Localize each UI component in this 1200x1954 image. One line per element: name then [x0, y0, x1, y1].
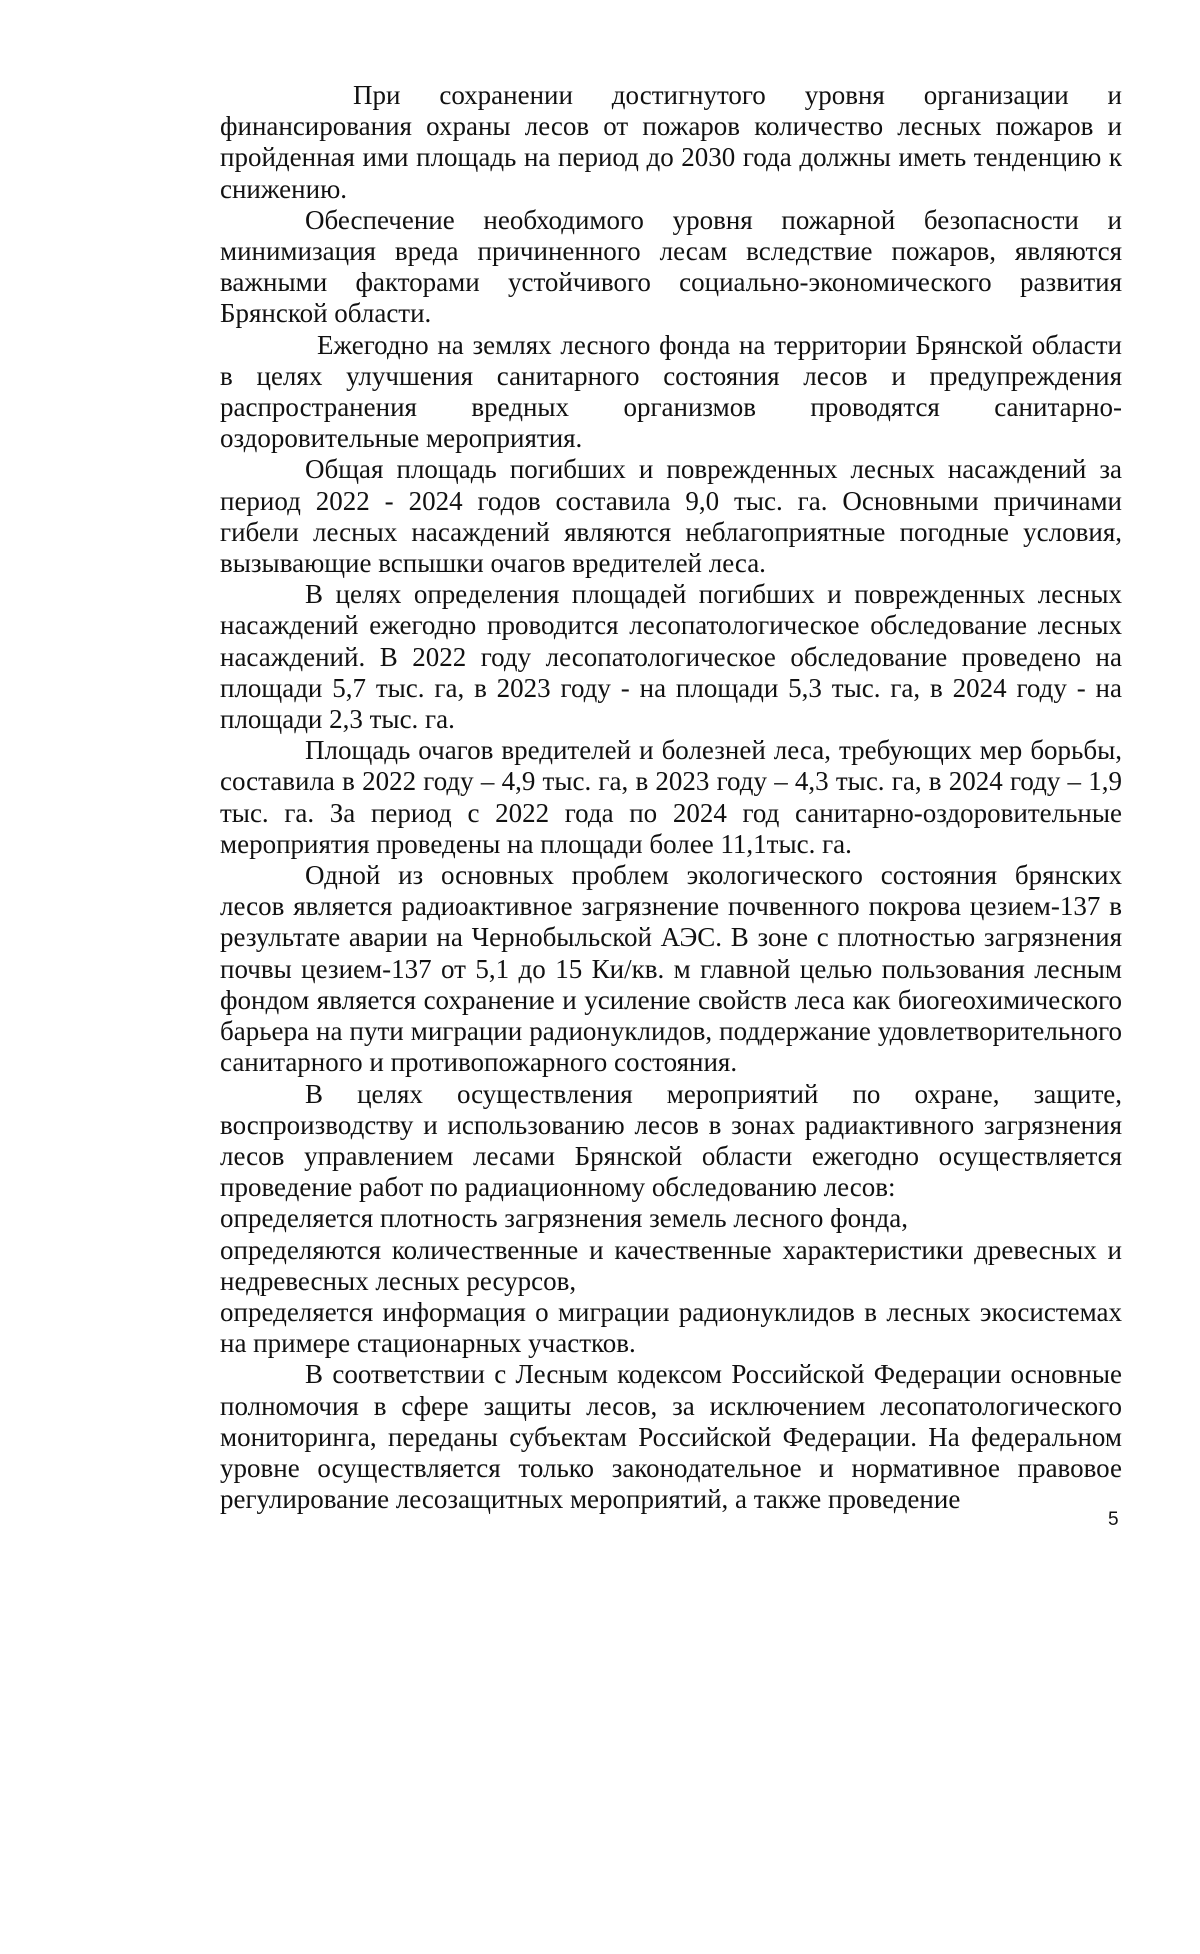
paragraph-pathology-survey: В целях определения площадей погибших и поврежденных лесных насаждений ежегодно проводится лесопатологическое обследование лесных насаждений. В 2022 году лесопатологическое обследование проведено на площади 5,7 тыс. га, в 2023 году - на площади 5,3 тыс. га, в 2024 году - на площади 2,3 тыс. га. — [220, 579, 1122, 735]
paragraph-sanitary-measures: Ежегодно на землях лесного фонда на территории Брянской области в целях улучшения санитарного состояния лесов и предупреждения распространения вредных организмов проводятся санитарно-оздоровительные мероприятия. — [220, 329, 1122, 454]
paragraph-damaged-area: Общая площадь погибших и поврежденных лесных насаждений за период 2022 - 2024 годов составила 9,0 тыс. га. Основными причинами гибели лесных насаждений являются неблагоприятные погодные условия, вызывающие вспышки очагов вредителей леса. — [220, 454, 1122, 579]
paragraph-pest-foci: Площадь очагов вредителей и болезней леса, требующих мер борьбы, составила в 2022 году – 4,9 тыс. га, в 2023 году – 4,3 тыс. га, в 2024 году – 1,9 тыс. га. За период с 2022 года по 2024 год санитарно-оздоровительные мероприятия проведены на площади более 11,1тыс. га. — [220, 735, 1122, 859]
list-item-radionuclide-migration: определяется информация о миграции радионуклидов в лесных экосистемах на примере стационарных участков. — [220, 1296, 1122, 1359]
list-item-resource-characteristics: определяются количественные и качественные характеристики древесных и недревесных лесных ресурсов, — [220, 1234, 1122, 1296]
paragraph-fire-safety: Обеспечение необходимого уровня пожарной безопасности и минимизация вреда причиненного лесам вследствие пожаров, являются важными факторами устойчивого социально-экономического развития Брянской области. — [220, 204, 1122, 329]
page-number: 5 — [1108, 1509, 1119, 1530]
body-text — [220, 80, 1122, 1515]
paragraph-forest-code: В соответствии с Лесным кодексом Российской Федерации основные полномочия в сфере защиты лесов, за исключением лесопатологического мониторинга, переданы субъектам Российской Федерации. На федеральном уровне осуществляется только законодательное и нормативное правовое регулирование лесозащитных мероприятий, а также проведение — [220, 1359, 1122, 1515]
list-item-contamination-density: определяется плотность загрязнения земель лесного фонда, — [220, 1203, 908, 1234]
paragraph-radioactive-contamination: Одной из основных проблем экологического состояния брянских лесов является радиоактивное загрязнение почвенного покрова цезием-137 в результате аварии на Чернобыльской АЭС. В зоне с плотностью загрязнения почвы цезием-137 от 5,1 до 15 Ки/кв. м главной целью пользования лесным фондом является сохранение и усиление свойств леса как биогеохимического барьера на пути миграции радионуклидов, поддержание удовлетворительного санитарного и противопожарного состояния. — [220, 860, 1122, 1078]
paragraph-radiation-survey: В целях осуществления мероприятий по охране, защите, воспроизводству и использованию лесов в зонах радиактивного загрязнения лесов управлением лесами Брянской области ежегодно осуществляется проведение работ по радиационному обследованию лесов: — [220, 1078, 1122, 1203]
paragraph-fire-trend: При сохранении достигнутого уровня организации и финансирования охраны лесов от пожаров количество лесных пожаров и пройденная ими площадь на период до 2030 года должны иметь тенденцию к снижению. — [220, 80, 1122, 204]
